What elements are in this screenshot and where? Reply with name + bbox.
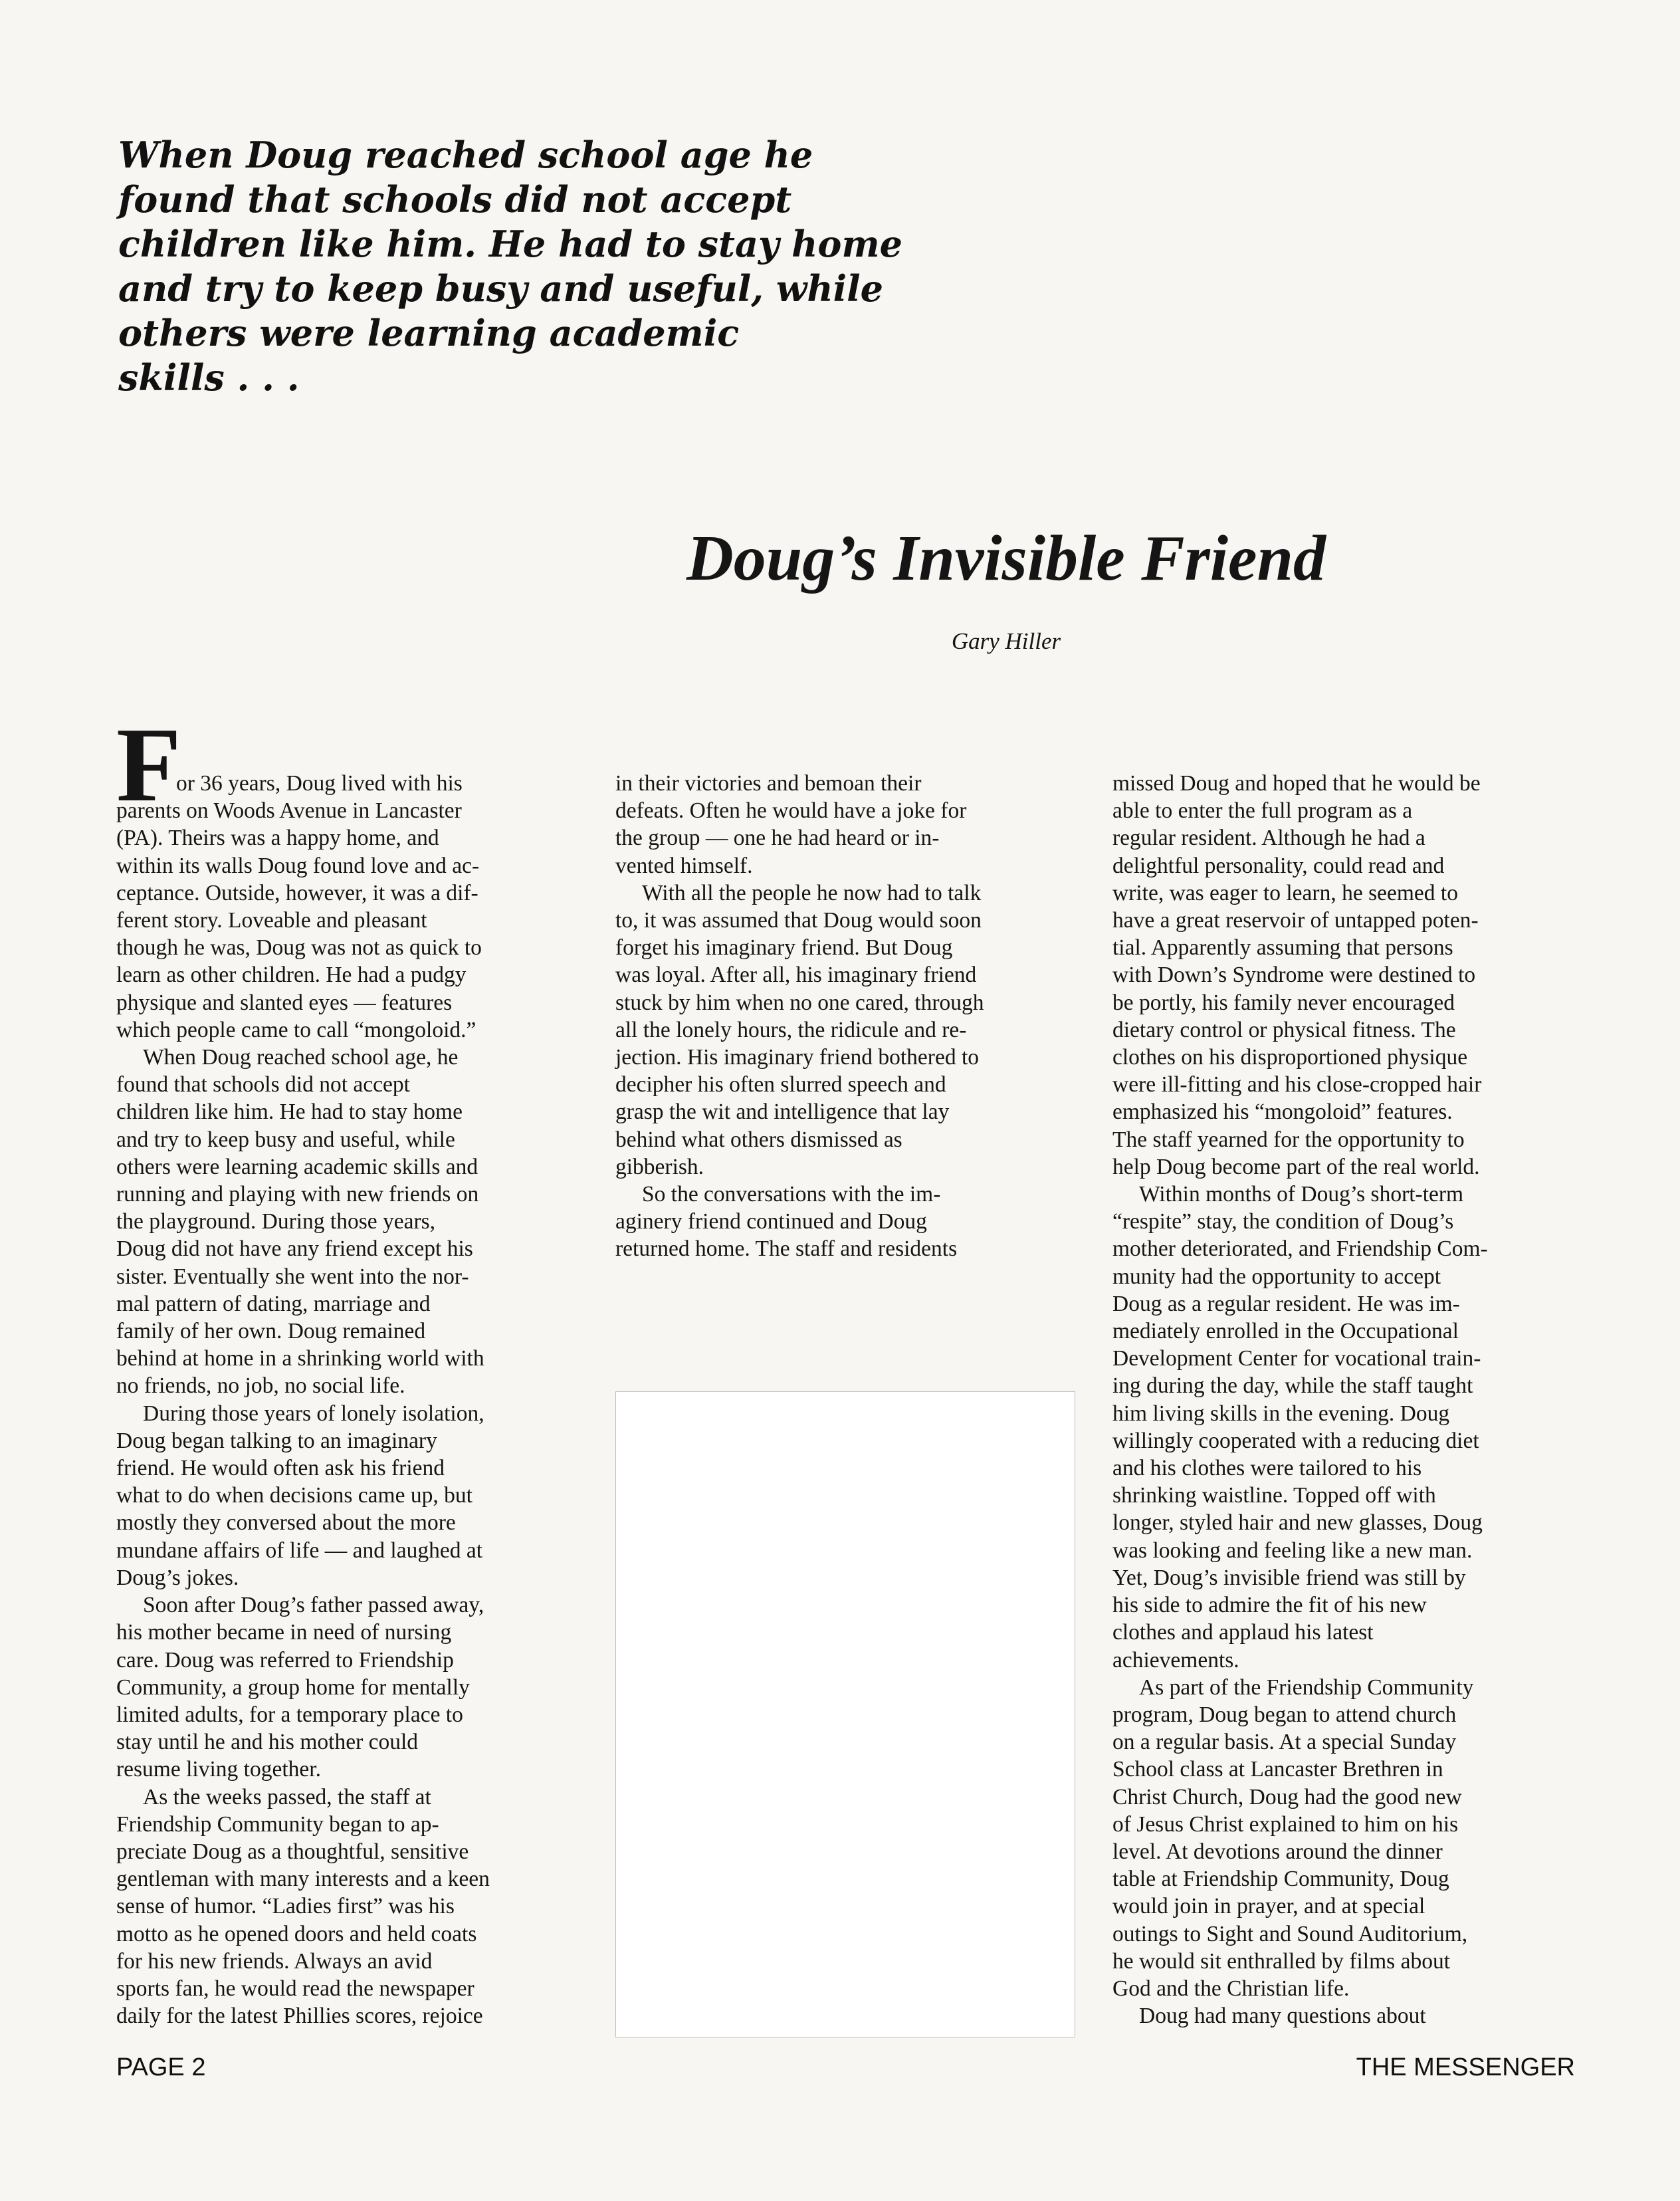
- text-line: and try to keep busy and useful, while: [116, 1127, 455, 1152]
- text-line: The staff yearned for the opportunity to: [1112, 1127, 1465, 1152]
- text-line: was loyal. After all, his imaginary friend: [615, 963, 977, 988]
- text-line: grasp the wit and intelligence that lay: [615, 1100, 950, 1125]
- text-line: table at Friendship Community, Doug: [1112, 1867, 1449, 1892]
- text-line: As part of the Friendship Community: [1139, 1675, 1474, 1700]
- pull-quote-line: found that schools did not accept: [118, 178, 792, 221]
- text-line: friend. He would often ask his friend: [116, 1456, 445, 1481]
- text-line: physique and slanted eyes — features: [116, 990, 453, 1015]
- text-line: parents on Woods Avenue in Lancaster: [116, 798, 462, 824]
- text-line: delightful personality, could read and: [1112, 853, 1445, 878]
- text-line: running and playing with new friends on: [116, 1182, 479, 1207]
- text-line: School class at Lancaster Brethren in: [1112, 1757, 1443, 1782]
- text-line: write, was eager to learn, he seemed to: [1112, 880, 1458, 905]
- text-line: which people came to call “mongoloid.”: [116, 1017, 476, 1042]
- text-line: motto as he opened doors and held coats: [116, 1921, 477, 1946]
- text-line: missed Doug and hoped that he would be: [1112, 771, 1481, 796]
- text-line: mediately enrolled in the Occupational: [1112, 1319, 1459, 1344]
- text-line: with Down’s Syndrome were destined to: [1112, 963, 1476, 988]
- text-line: was looking and feeling like a new man.: [1112, 1538, 1473, 1563]
- article-column-2: [615, 770, 1081, 1263]
- text-line: (PA). Theirs was a happy home, and: [116, 826, 439, 851]
- text-line: ceptance. Outside, however, it was a dif-: [116, 880, 478, 905]
- text-line: willingly cooperated with a reducing diet: [1112, 1428, 1479, 1453]
- text-line: program, Doug began to attend church: [1112, 1702, 1457, 1727]
- text-line: shrinking waistline. Topped off with: [1112, 1483, 1436, 1508]
- text-line: or 36 years, Doug lived with his: [176, 771, 463, 796]
- text-line: would join in prayer, and at special: [1112, 1894, 1425, 1919]
- pull-quote-line: and try to keep busy and useful, while: [118, 267, 883, 310]
- text-line: resume living together.: [116, 1757, 321, 1782]
- text-line: daily for the latest Phillies scores, rejoice: [116, 2004, 483, 2029]
- text-line: returned home. The staff and residents: [615, 1236, 958, 1262]
- text-line: limited adults, for a temporary place to: [116, 1702, 463, 1727]
- text-line: Community, a group home for mentally: [116, 1675, 470, 1700]
- page-number: PAGE 2: [116, 2053, 206, 2081]
- text-line: gibberish.: [615, 1154, 704, 1179]
- article-byline: Gary Hiller: [951, 628, 1061, 654]
- text-line: defeats. Often he would have a joke for: [615, 798, 967, 824]
- text-line: he would sit enthralled by films about: [1112, 1948, 1450, 1974]
- text-line: preciate Doug as a thoughtful, sensitive: [116, 1839, 469, 1864]
- text-line: Doug did not have any friend except his: [116, 1236, 473, 1262]
- text-line: his mother became in need of nursing: [116, 1620, 452, 1645]
- text-line: sports fan, he would read the newspaper: [116, 1976, 474, 2001]
- text-line: So the conversations with the im-: [642, 1182, 941, 1207]
- pull-quote-line: When Doug reached school age he: [118, 134, 813, 176]
- article-column-1: [116, 770, 581, 2029]
- text-line: With all the people he now had to talk: [642, 880, 982, 905]
- text-line: emphasized his “mongoloid” features.: [1112, 1100, 1453, 1125]
- text-line: clothes and applaud his latest: [1112, 1620, 1374, 1645]
- text-line: mostly they conversed about the more: [116, 1510, 456, 1536]
- pull-quote: [118, 133, 942, 400]
- text-line: family of her own. Doug remained: [116, 1319, 426, 1344]
- text-line: “respite” stay, the condition of Doug’s: [1112, 1209, 1454, 1234]
- publication-name: THE MESSENGER: [1356, 2053, 1575, 2081]
- text-line: level. At devotions around the dinner: [1112, 1839, 1443, 1864]
- text-line: found that schools did not accept: [116, 1072, 410, 1098]
- text-line: mother deteriorated, and Friendship Com-: [1112, 1236, 1488, 1262]
- text-line: Doug as a regular resident. He was im-: [1112, 1291, 1460, 1316]
- text-line: mundane affairs of life — and laughed at: [116, 1538, 482, 1563]
- text-line: regular resident. Although he had a: [1112, 826, 1425, 851]
- text-line: and his clothes were tailored to his: [1112, 1456, 1422, 1481]
- text-line: Soon after Doug’s father passed away,: [143, 1593, 484, 1618]
- text-line: behind at home in a shrinking world with: [116, 1346, 484, 1371]
- article-title: Doug’s Invisible Friend: [686, 522, 1326, 594]
- text-line: on a regular basis. At a special Sunday: [1112, 1730, 1457, 1755]
- text-line: sense of humor. “Ladies first” was his: [116, 1894, 455, 1919]
- text-line: able to enter the full program as a: [1112, 798, 1413, 824]
- text-line: Friendship Community began to ap-: [116, 1811, 439, 1837]
- text-line: Doug began talking to an imaginary: [116, 1428, 437, 1453]
- text-line: all the lonely hours, the ridicule and re-: [615, 1017, 967, 1042]
- text-line: Doug had many questions about: [1139, 2004, 1426, 2029]
- text-line: stay until he and his mother could: [116, 1730, 419, 1755]
- text-line: help Doug become part of the real world.: [1112, 1154, 1480, 1179]
- pull-quote-line: skills . . .: [118, 356, 300, 399]
- text-line: Yet, Doug’s invisible friend was still by: [1112, 1565, 1466, 1590]
- text-line: achievements.: [1112, 1647, 1239, 1673]
- text-line: Doug’s jokes.: [116, 1565, 239, 1590]
- text-line: vented himself.: [615, 853, 753, 878]
- text-line: learn as other children. He had a pudgy: [116, 963, 467, 988]
- text-line: longer, styled hair and new glasses, Doug: [1112, 1510, 1483, 1536]
- text-line: have a great reservoir of untapped poten-: [1112, 908, 1479, 933]
- text-line: the playground. During those years,: [116, 1209, 436, 1234]
- text-line: to, it was assumed that Doug would soon: [615, 908, 982, 933]
- text-line: sister. Eventually she went into the nor-: [116, 1264, 469, 1289]
- text-line: gentleman with many interests and a keen: [116, 1867, 490, 1892]
- text-line: of Jesus Christ explained to him on his: [1112, 1811, 1459, 1837]
- text-line: within its walls Doug found love and ac-: [116, 853, 480, 878]
- text-line: for his new friends. Always an avid: [116, 1948, 433, 1974]
- text-line: mal pattern of dating, marriage and: [116, 1291, 431, 1316]
- text-line: decipher his often slurred speech and: [615, 1072, 946, 1098]
- text-line: ing during the day, while the staff taught: [1112, 1373, 1473, 1399]
- text-line: his side to admire the fit of his new: [1112, 1593, 1427, 1618]
- text-line: munity had the opportunity to accept: [1112, 1264, 1441, 1289]
- text-line: forget his imaginary friend. But Doug: [615, 935, 953, 961]
- text-line: others were learning academic skills and: [116, 1154, 478, 1179]
- text-line: him living skills in the evening. Doug: [1112, 1401, 1450, 1426]
- text-line: the group — one he had heard or in-: [615, 826, 940, 851]
- text-line: As the weeks passed, the staff at: [143, 1784, 431, 1809]
- text-line: children like him. He had to stay home: [116, 1100, 463, 1125]
- text-line: God and the Christian life.: [1112, 1976, 1350, 2001]
- text-line: behind what others dismissed as: [615, 1127, 902, 1152]
- text-line: though he was, Doug was not as quick to: [116, 935, 482, 961]
- text-line: During those years of lonely isolation,: [143, 1401, 484, 1426]
- text-line: were ill-fitting and his close-cropped hair: [1112, 1072, 1482, 1098]
- text-line: in their victories and bemoan their: [615, 771, 922, 796]
- text-line: dietary control or physical fitness. The: [1112, 1017, 1456, 1042]
- text-line: Christ Church, Doug had the good new: [1112, 1784, 1462, 1809]
- text-line: aginery friend continued and Doug: [615, 1209, 927, 1234]
- text-line: jection. His imaginary friend bothered to: [615, 1045, 980, 1070]
- text-line: what to do when decisions came up, but: [116, 1483, 472, 1508]
- text-line: clothes on his disproportioned physique: [1112, 1045, 1468, 1070]
- drop-cap: F: [116, 705, 181, 824]
- article-column-3: [1112, 770, 1578, 2029]
- text-line: stuck by him when no one cared, through: [615, 990, 984, 1015]
- text-line: Within months of Doug’s short-term: [1139, 1182, 1464, 1207]
- text-line: care. Doug was referred to Friendship: [116, 1647, 454, 1673]
- text-line: outings to Sight and Sound Auditorium,: [1112, 1921, 1468, 1946]
- pull-quote-line: others were learning academic: [118, 312, 740, 354]
- text-line: ferent story. Loveable and pleasant: [116, 908, 427, 933]
- text-line: Development Center for vocational train-: [1112, 1346, 1481, 1371]
- photo-placeholder: [615, 1391, 1075, 2037]
- text-line: be portly, his family never encouraged: [1112, 990, 1455, 1015]
- text-line: When Doug reached school age, he: [143, 1045, 459, 1070]
- text-line: no friends, no job, no social life.: [116, 1373, 405, 1399]
- pull-quote-line: children like him. He had to stay home: [118, 223, 902, 265]
- text-line: tial. Apparently assuming that persons: [1112, 935, 1453, 961]
